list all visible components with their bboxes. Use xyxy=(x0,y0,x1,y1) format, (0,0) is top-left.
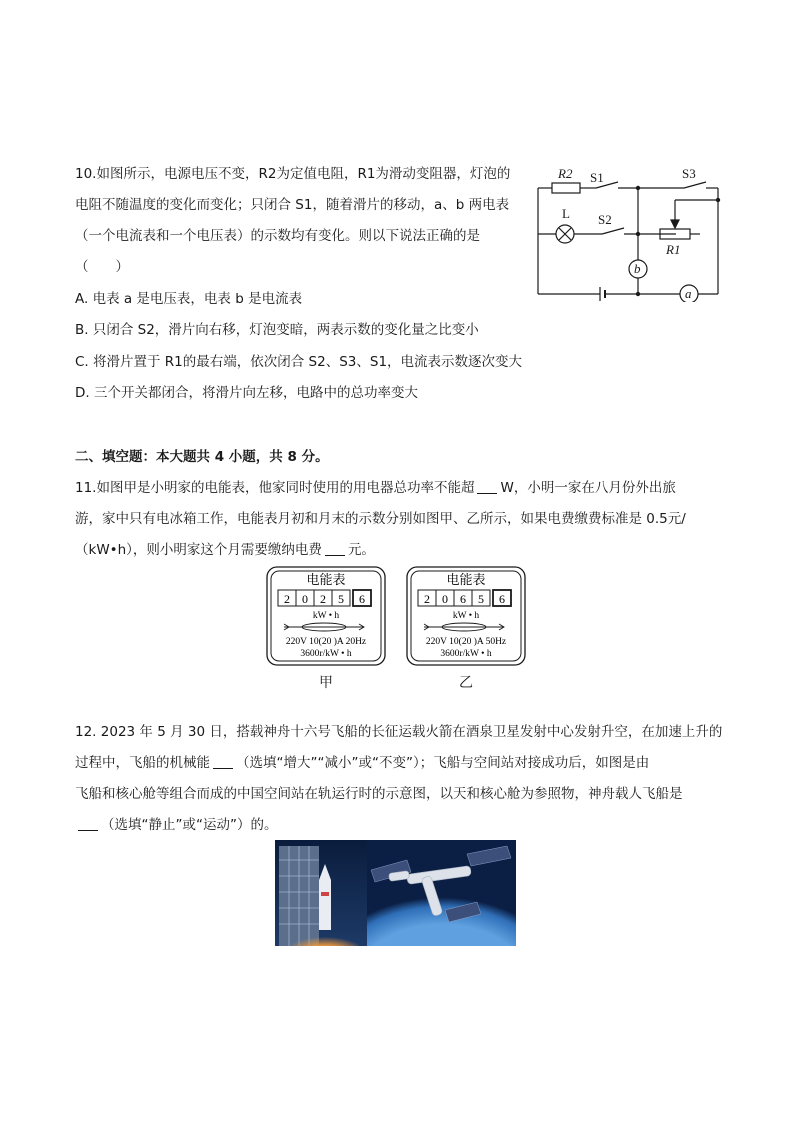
meter-jia-caption: 甲 xyxy=(319,675,333,691)
meter-yi-digit: 0 xyxy=(442,592,448,606)
q11-blank-2[interactable] xyxy=(325,541,345,556)
meter-jia-spec1: 220V 10(20 )A 20Hz xyxy=(285,637,367,647)
meter-yi-digit: 6 xyxy=(460,592,466,606)
meter-yi-spec2: 3600r/kW • h xyxy=(440,649,492,659)
q10-option-b: B. 只闭合 S2，滑片向右移，灯泡变暗，两表示数的变化量之比变小 xyxy=(75,322,479,338)
q12-line-4: （选填“静止”或“运动”）的。 xyxy=(75,815,277,835)
meter-jia-digit: 5 xyxy=(338,592,344,606)
label-r1: R1 xyxy=(666,242,681,257)
q12-line-1: 12. 2023 年 5 月 30 日，搭载神舟十六号飞船的长征运载火箭在酒泉卫星发射中心发射升空，在加速上升的 xyxy=(75,724,723,740)
label-b: b xyxy=(634,261,641,276)
space-station-photo xyxy=(367,840,516,946)
resistor-r2-symbol xyxy=(552,183,580,193)
meter-jia-spec2: 3600r/kW • h xyxy=(300,649,352,659)
q10-option-a: A. 电表 a 是电压表，电表 b 是电流表 xyxy=(75,291,303,307)
meter-yi-disc-arrow xyxy=(424,623,504,631)
electric-meter-jia xyxy=(266,566,386,666)
meter-yi-caption: 乙 xyxy=(459,675,473,691)
meter-jia-disc-arrow xyxy=(284,623,364,631)
q10-line-3: （一个电流表和一个电压表）的示数均有变化。则以下说法正确的是 xyxy=(75,228,480,244)
q10-line-1: 10.如图所示，电源电压不变，R2为定值电阻，R1为滑动变阻器，灯泡的 xyxy=(75,166,511,182)
meter-yi-title: 电能表 xyxy=(446,573,486,588)
q11-line-2: 游，家中只有电冰箱工作，电能表月初和月末的示数分别如图甲、乙所示，如果电费缴费标准是 0.5元/ xyxy=(75,511,686,527)
electric-meter-yi xyxy=(406,566,526,666)
meter-jia-digit: 0 xyxy=(302,592,308,606)
meter-jia-title: 电能表 xyxy=(306,573,346,588)
label-r2: R2 xyxy=(558,166,573,181)
q11-blank-1[interactable] xyxy=(477,479,497,494)
meter-jia-unit: kW • h xyxy=(312,611,340,621)
q12-blank-2[interactable] xyxy=(78,816,98,831)
meter-yi-digit: 6 xyxy=(499,592,505,606)
meter-yi-unit: kW • h xyxy=(452,611,480,621)
meter-jia-digit: 2 xyxy=(284,592,290,606)
label-l: L xyxy=(562,206,570,221)
meter-jia-digit: 2 xyxy=(320,592,326,606)
label-a: a xyxy=(685,286,692,301)
q10-option-d: D. 三个开关都闭合，将滑片向左移，电路中的总功率变大 xyxy=(75,385,418,401)
circuit-diagram xyxy=(534,162,724,302)
q11-line-3: （kW•h），则小明家这个月需要缴纳电费 元。 xyxy=(75,542,375,558)
meter-yi-digit: 5 xyxy=(478,592,484,606)
label-s1: S1 xyxy=(590,170,604,185)
q12-line-2: 过程中，飞船的机械能 （选填“增大”“减小”或“不变”）；飞船与空间站对接成功后，如图是由 xyxy=(75,755,650,771)
switch-s2-symbol xyxy=(602,228,624,234)
section-2-heading: 二、填空题：本大题共 4 小题，共 8 分。 xyxy=(75,449,329,465)
q10-line-4: （ ） xyxy=(75,259,129,275)
meter-jia-digit: 6 xyxy=(359,592,365,606)
q12-line-3: 飞船和核心舱等组合而成的中国空间站在轨运行时的示意图，以天和核心舱为参照物，神舟载人飞船是 xyxy=(75,786,683,802)
q12-blank-1[interactable] xyxy=(213,754,233,769)
q10-line-2: 电阻不随温度的变化而变化；只闭合 S1，随着滑片的移动，a、b 两电表 xyxy=(75,197,510,213)
switch-s3-symbol xyxy=(684,182,706,188)
meter-yi-spec1: 220V 10(20 )A 50Hz xyxy=(425,637,507,647)
label-s2: S2 xyxy=(598,212,612,227)
rocket-launch-photo xyxy=(275,840,367,946)
q10-option-c: C. 将滑片置于 R1的最右端，依次闭合 S2、S3、S1，电流表示数逐次变大 xyxy=(75,354,523,370)
label-s3: S3 xyxy=(682,166,696,181)
meter-yi-digit: 2 xyxy=(424,592,430,606)
q11-line-1: 11.如图甲是小明家的电能表，他家同时使用的用电器总功率不能超 W，小明一家在八月份外出旅 xyxy=(75,480,676,496)
